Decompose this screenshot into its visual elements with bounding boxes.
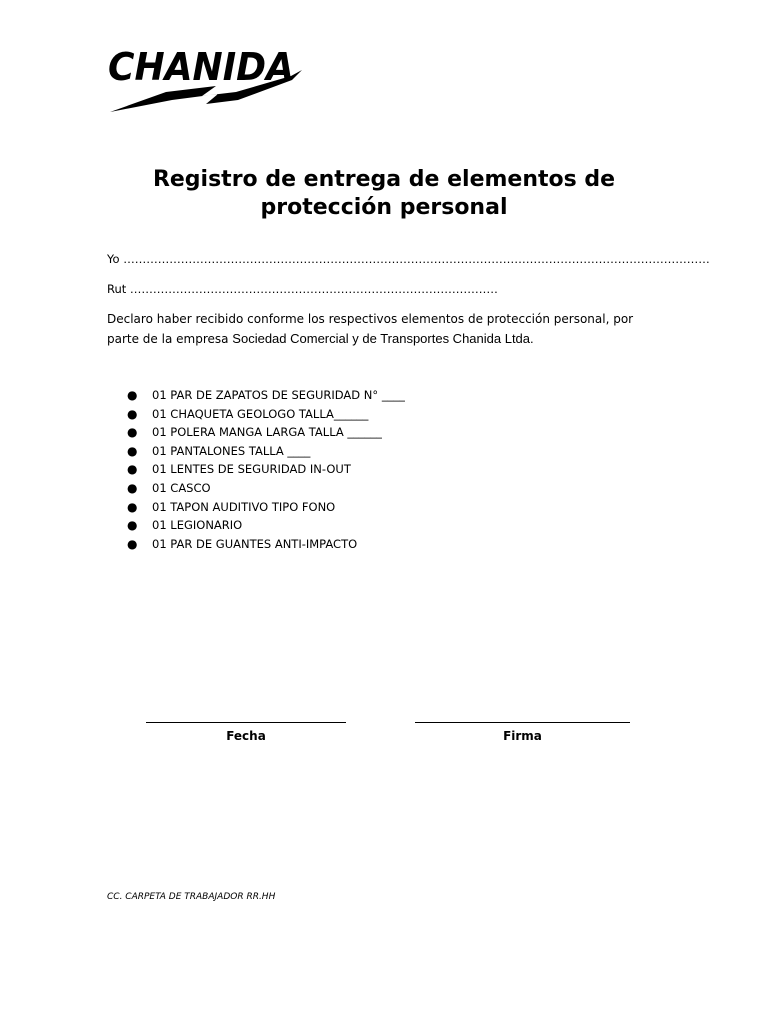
list-item: [127, 460, 405, 479]
list-item-label: 01 CASCO: [152, 480, 211, 495]
yo-field[interactable]: Yo ………………………………………………………………………………………………………………………………………: [107, 252, 710, 266]
bullet-icon: ●: [127, 462, 138, 477]
cc-footer-note: CC. CARPETA DE TRABAJADOR RR.HH: [107, 892, 276, 902]
list-item: [127, 535, 405, 554]
list-item: [127, 405, 405, 424]
firma-label: Firma: [503, 729, 542, 743]
list-item-label: 01 PAR DE GUANTES ANTI-IMPACTO: [152, 536, 358, 551]
list-item: [127, 386, 405, 405]
bullet-icon: ●: [127, 443, 138, 458]
ppe-items-list: [127, 386, 405, 553]
bullet-icon: ●: [127, 499, 138, 514]
list-item-label: 01 PAR DE ZAPATOS DE SEGURIDAD N° ____: [152, 388, 405, 402]
chanida-logo: [106, 42, 306, 114]
fecha-signature-line[interactable]: [146, 722, 346, 723]
bullet-icon: ●: [127, 425, 138, 440]
list-item: [127, 423, 405, 442]
firma-signature-line[interactable]: [415, 722, 630, 723]
list-item-label: 01 TAPON AUDITIVO TIPO FONO: [152, 499, 336, 514]
fecha-label: Fecha: [226, 729, 266, 743]
list-item: [127, 479, 405, 498]
bullet-icon: ●: [127, 536, 138, 551]
list-item-label: 01 CHAQUETA GEOLOGO TALLA______: [152, 406, 369, 421]
list-item: [127, 442, 405, 461]
declaration-paragraph: [107, 310, 667, 349]
list-item-label: 01 LEGIONARIO: [152, 518, 243, 533]
list-item-label: 01 POLERA MANGA LARGA TALLA ______: [152, 425, 382, 440]
bullet-icon: ●: [127, 388, 138, 402]
bullet-icon: ●: [127, 480, 138, 495]
rut-field[interactable]: Rut ……………………………………………………………………………………: [107, 282, 498, 296]
title-line-2: protección personal: [260, 195, 508, 220]
list-item-label: 01 PANTALONES TALLA ____: [152, 443, 311, 458]
title-line-1: Registro de entrega de elementos de: [152, 167, 616, 192]
page-title: [100, 166, 668, 222]
list-item: [127, 516, 405, 535]
logo-wordmark: CHANIDA: [108, 45, 294, 89]
declaration-text: Declaro haber recibido conforme los respectivos elementos de protección personal, por parte de la empresa: [107, 312, 634, 346]
bullet-icon: ●: [127, 518, 138, 533]
list-item: [127, 498, 405, 517]
company-name: Sociedad Comercial y de Transportes Chanida Ltda.: [232, 331, 534, 346]
bullet-icon: ●: [127, 406, 138, 421]
list-item-label: 01 LENTES DE SEGURIDAD IN-OUT: [152, 462, 351, 477]
